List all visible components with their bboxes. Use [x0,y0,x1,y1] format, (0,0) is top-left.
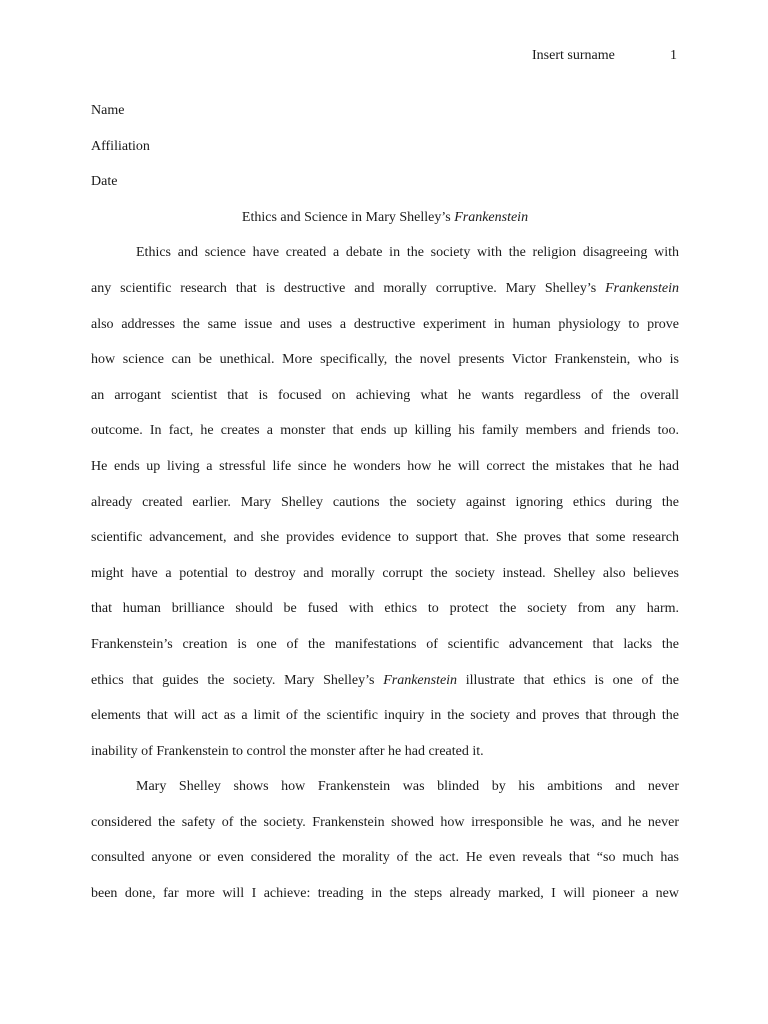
line-text: ethics that guides the society. Mary Shelley’s [91,672,384,688]
author-name: Name [91,103,125,118]
line-text: considered the safety of the society. Frankenstein showed how irresponsible he was, and he never [91,814,679,830]
line-text: might have a potential to destroy and morally corrupt the society instead. Shelley also believes [91,565,679,581]
line-text: Ethics and science have created a debate in the society with the religion disagreeing with [136,245,679,261]
line-text: illustrate that ethics is one of the [457,672,679,688]
document-body [91,93,679,912]
line-text: scientific advancement, and she provides evidence to support that. She proves that some research [91,530,679,546]
paragraph-line [91,485,679,521]
line-text: He ends up living a stressful life since he wonders how he will correct the mistakes that he had [91,458,679,474]
line-text: that human brilliance should be fused with ethics to protect the society from any harm. [91,601,679,617]
paragraph-line [91,627,679,663]
line-text: Frankenstein’s creation is one of the manifestations of scientific advancement that lacks the [91,636,679,652]
line-text: also addresses the same issue and uses a destructive experiment in human physiology to prove [91,316,679,332]
paragraph-line [91,805,679,841]
line-text: been done, far more will I achieve: treading in the steps already marked, I will pioneer a new [91,886,679,902]
line-text: Mary Shelley shows how Frankenstein was blinded by his ambitions and never [136,779,679,795]
line-text: inability of Frankenstein to control the monster after he had created it. [91,743,484,759]
essay-title [91,200,679,236]
document-date: Date [91,174,118,190]
paragraph-line [91,840,679,876]
italic-text: Frankenstein [383,672,458,688]
paragraph [91,769,679,911]
paragraph-line [91,449,679,485]
paragraph-line [91,235,679,271]
line-text: elements that will act as a limit of the scientific inquiry in the society and proves that through the [91,708,679,724]
paragraph-line [91,307,679,343]
paragraph-line [91,520,679,556]
paragraph-line [91,413,679,449]
line-text: consulted anyone or even considered the morality of the act. He even reveals that “so much has [91,850,679,866]
line-text: already created earlier. Mary Shelley cautions the society against ignoring ethics during the [91,494,679,510]
line-text: an arrogant scientist that is focused on achieving what he wants regardless of the overall [91,387,679,403]
italic-text: Frankenstein [605,280,679,296]
paragraph-line [91,591,679,627]
paragraph-line [91,663,679,699]
line-text: outcome. In fact, he creates a monster that ends up killing his family members and friends too. [91,423,679,439]
paragraph-line [91,271,679,307]
line-text: how science can be unethical. More specifically, the novel presents Victor Frankenstein, who is [91,352,679,368]
paragraph-line [91,378,679,414]
paragraph-line [91,556,679,592]
essay-title-italic: Frankenstein [454,209,529,225]
paragraph-line [91,342,679,378]
paragraph-line [91,734,679,770]
running-head: Insert surname [532,48,615,63]
author-affiliation: Affiliation [91,138,150,154]
paragraph [91,235,679,769]
essay-title-text: Ethics and Science in Mary Shelley’s [241,209,455,225]
line-text: any scientific research that is destructive and morally corruptive. Mary Shelley’s [91,280,606,296]
essay-paragraphs [91,235,679,911]
paragraph-line [91,769,679,805]
paragraph-line [91,698,679,734]
paragraph-line [91,876,679,912]
page-number: 1 [670,48,677,63]
